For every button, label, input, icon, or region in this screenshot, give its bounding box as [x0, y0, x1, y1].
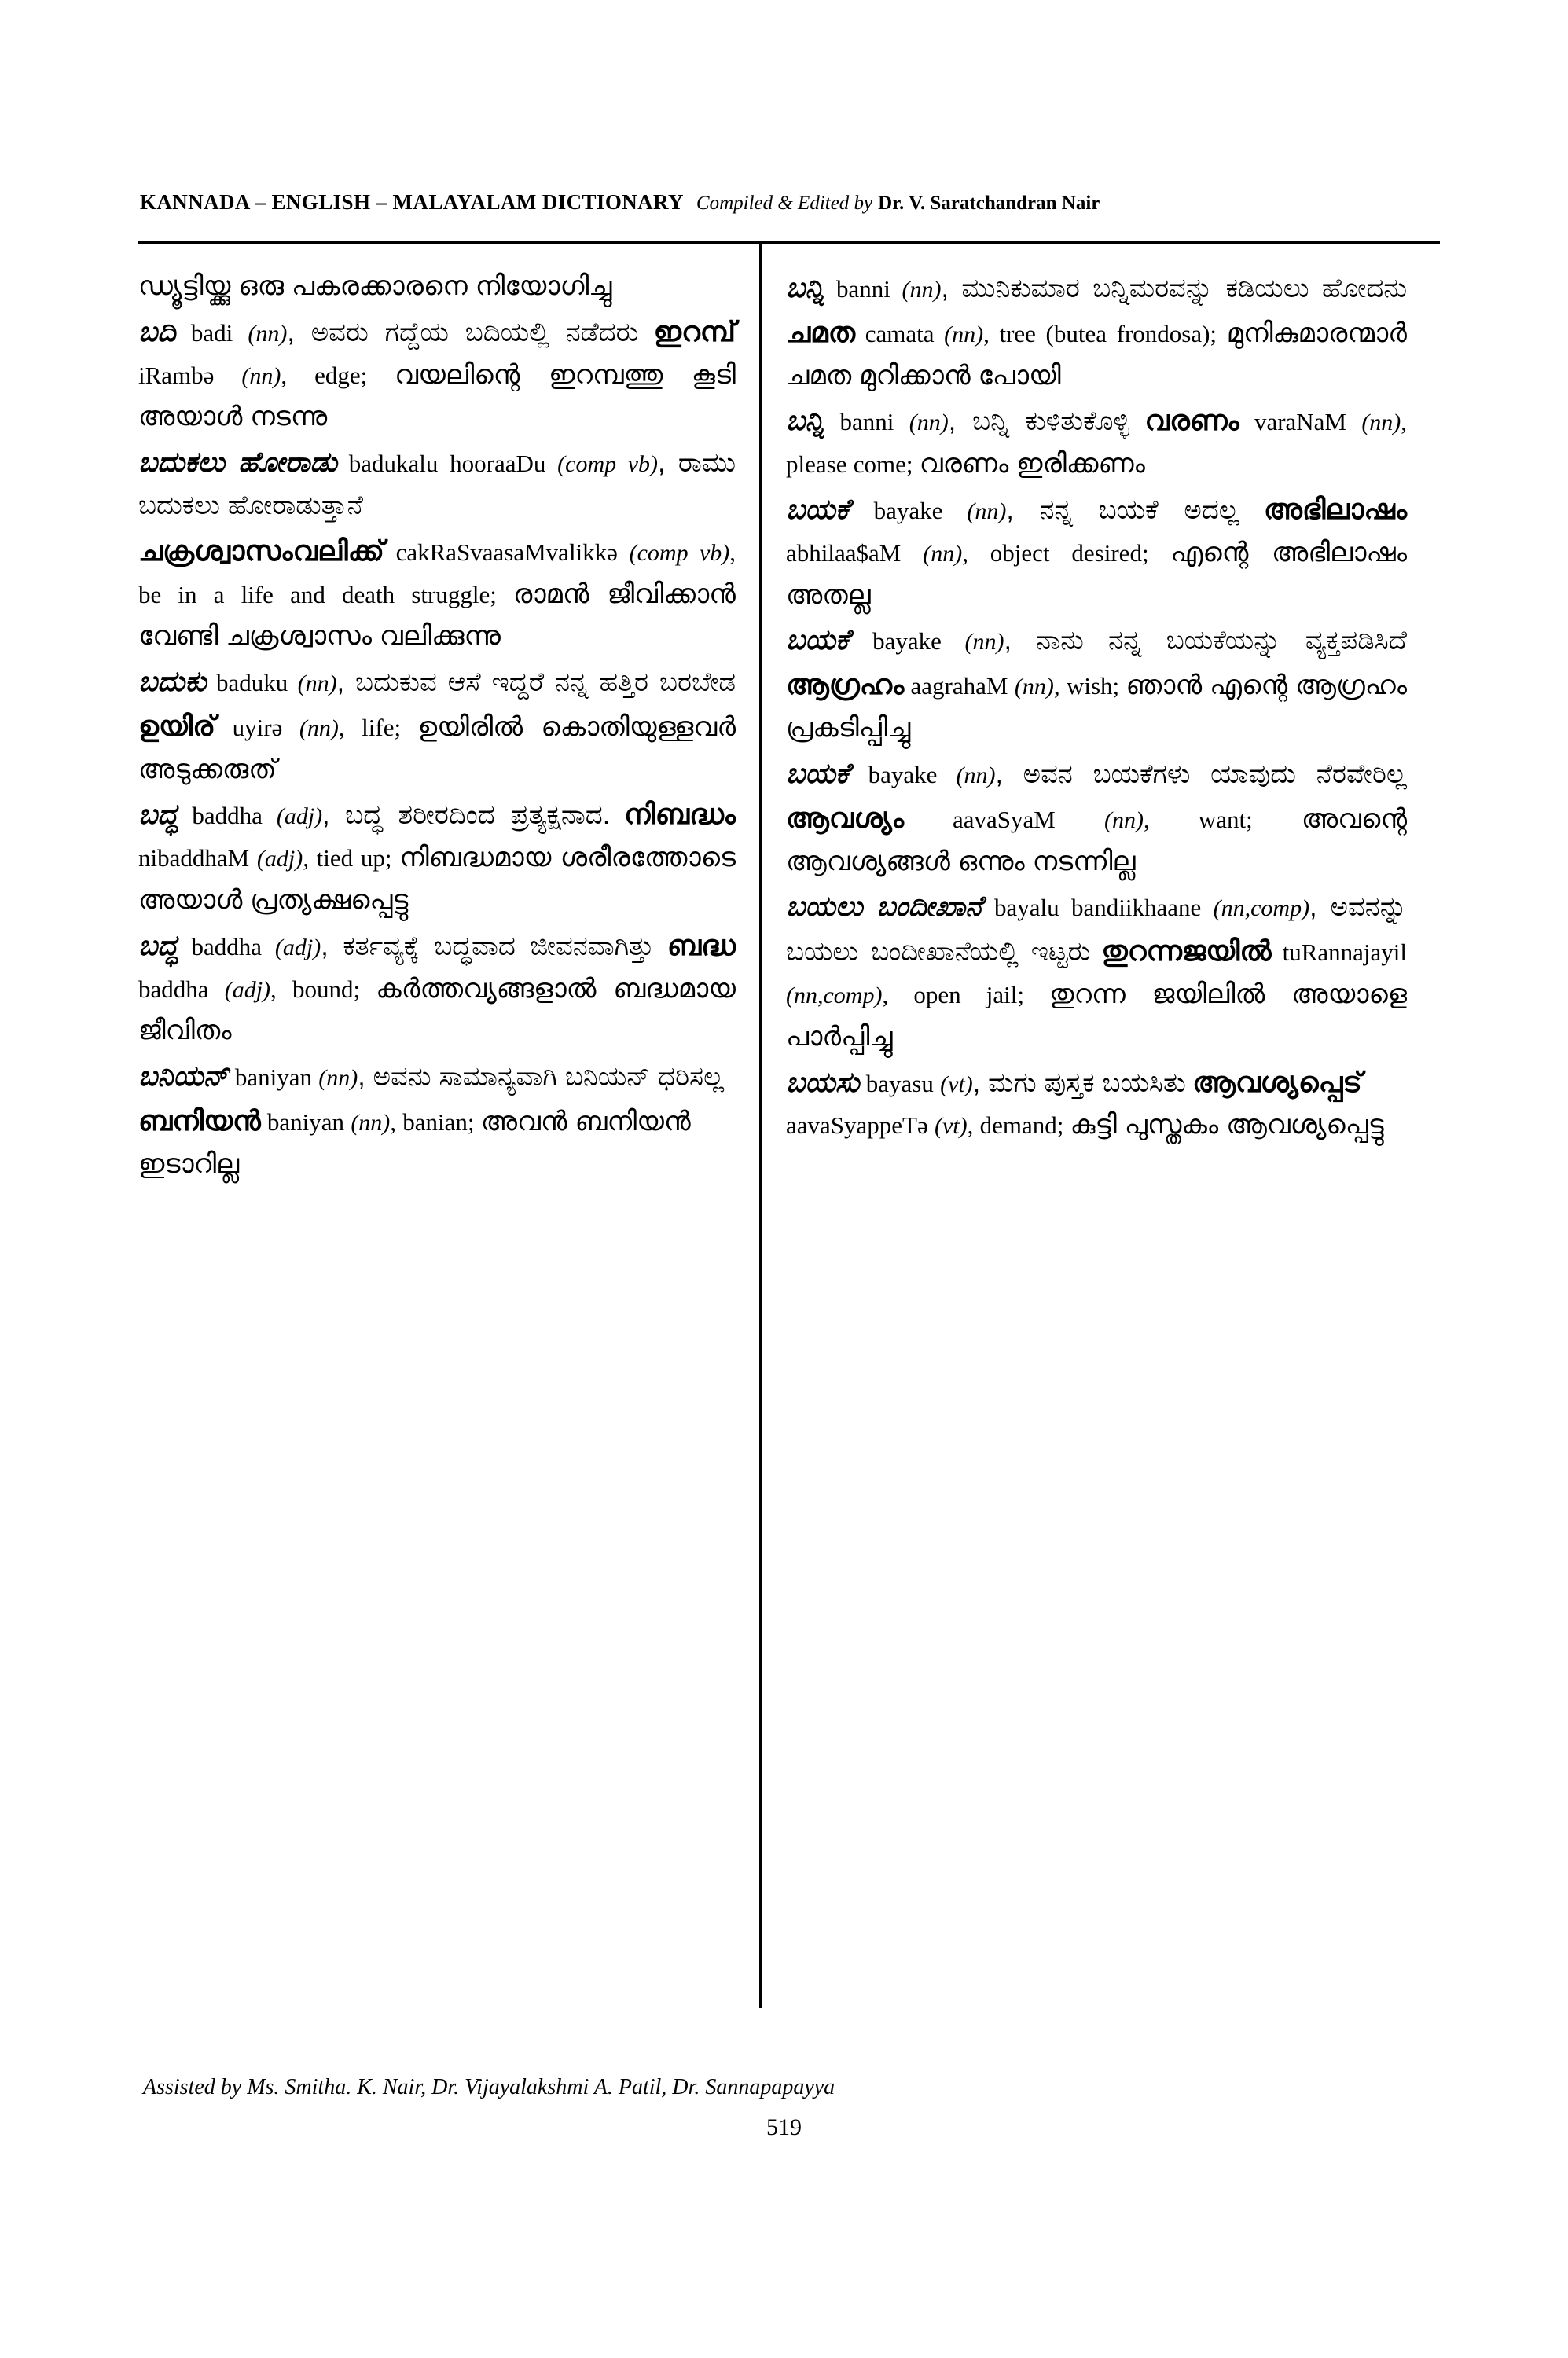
example-script: , ಅವರು ಗದ್ದೆಯ ಬದಿಯಲ್ಲಿ ನಡೆದರು [287, 317, 639, 347]
transliteration: bayake [868, 760, 938, 788]
running-head-compiled-label: Compiled & Edited by [696, 193, 873, 214]
example-script: , ಮಗು ಪುಸ್ತಕ ಬಯಸಿತು [972, 1067, 1186, 1098]
headword-malayalam: ചമത [786, 315, 856, 348]
part-of-speech: (nn) [248, 320, 288, 347]
headword-malayalam: തുറന്നജയിൽ [1101, 935, 1272, 968]
example-script: , ಕರ್ತವ್ಯಕ್ಕೆ ಬದ್ಧವಾದ ಜೀವನವಾಗಿತ್ತು [321, 931, 654, 961]
header-rule [138, 241, 1440, 244]
example-script: , ಮುನಿಕುಮಾರ ಬನ್ನಿಮರವನ್ನು ಕಡಿಯಲು ಹೋದನು [941, 274, 1408, 303]
assisted-by-note: Assisted by Ms. Smitha. K. Nair, Dr. Vijayalakshmi A. Patil, Dr. Sannapapayya [143, 2075, 835, 2099]
transliteration: aavaSyappeTə [786, 1111, 928, 1140]
english-gloss: , edge; [281, 361, 368, 389]
dictionary-entry [786, 399, 1407, 486]
english-gloss: , bound; [270, 975, 361, 1003]
part-of-speech: (nn) [923, 540, 963, 567]
example-script: വരണം ഇരിക്കണം [919, 449, 1145, 479]
transliteration: cakRaSvaasaMvalikkə [395, 538, 618, 566]
headword-kannada: ಬಯಕೆ [786, 623, 850, 656]
right-column [786, 266, 1407, 1148]
english-gloss: , be in a life and death struggle; [138, 538, 736, 608]
example-script: എന്റെ അഭിലാഷം അതല്ല [786, 537, 1407, 610]
left-column [138, 266, 736, 1188]
transliteration: baduku [216, 668, 288, 696]
headword-malayalam: ബദ്ധ [666, 928, 736, 961]
example-script: , ಬದುಕುವ ಆಸೆ ಇದ್ದರೆ ನನ್ನ ಹತ್ತಿರ ಬರಬೇಡ [336, 667, 736, 697]
headword-kannada: ಬದುಕು [138, 664, 207, 697]
part-of-speech: (nn) [299, 714, 339, 741]
example-script: അവൻ ബനിയൻ ഇടാറില്ല [138, 1106, 691, 1179]
headword-malayalam: അഭിലാഷം [1263, 493, 1408, 526]
part-of-speech: (nn) [1014, 674, 1054, 700]
dictionary-entry [138, 924, 736, 1052]
dictionary-entry [138, 659, 736, 791]
dictionary-entry [786, 618, 1407, 749]
example-script: , ಅವನ ಬಯಕೆಗಳು ಯಾವುದು ನೆರವೇರಿಲ್ಲ [995, 758, 1407, 789]
transliteration: baniyan [234, 1063, 313, 1092]
part-of-speech: (nn,comp) [1213, 895, 1310, 922]
example-script: കർത്തവ്യങ്ങളാൽ ബദ്ധമായ ജീവിതം [138, 973, 736, 1046]
example-script: ഉയിരിൽ കൊതിയുള്ളവർ അടുക്കരുത് [138, 711, 736, 784]
example-script: , ನನ್ನ ಬಯಕೆ ಅದಲ್ಲ [1006, 495, 1239, 526]
transliteration: nibaddhaM [138, 844, 250, 872]
example-script: , ನಾನು ನನ್ನ ಬಯಕೆಯನ್ನು ವ್ಯಕ್ತಪಡಿಸಿದೆ [1004, 626, 1407, 656]
part-of-speech: (adj) [274, 934, 321, 960]
part-of-speech: (nn) [297, 670, 337, 696]
part-of-speech: (adj) [224, 976, 271, 1003]
english-gloss: , tree (butea frondosa); [983, 319, 1217, 347]
dictionary-entry [138, 440, 736, 527]
column-divider [759, 244, 762, 2008]
part-of-speech: (adj) [276, 803, 323, 830]
running-head-title: KANNADA – ENGLISH – MALAYALAM DICTIONARY [140, 190, 684, 214]
running-head-editor: Dr. V. Saratchandran Nair [878, 193, 1100, 214]
headword-kannada: ಬನ್ನಿ [786, 271, 825, 303]
example-script: , ಅವನು ಸಾಮಾನ್ಯವಾಗಿ ಬನಿಯನ್ ಧರಿಸಲ್ಲ [358, 1062, 725, 1093]
example-script: തുറന്ന ജയിലിൽ അയാളെ പാർപ്പിച്ചു [786, 979, 1407, 1052]
transliteration: tuRannajayil [1282, 938, 1408, 967]
transliteration: camata [865, 319, 935, 347]
part-of-speech: (nn) [964, 629, 1004, 656]
example-script: അവന്റെ ആവശ്യങ്ങൾ ഒന്നും നടന്നില്ല [786, 803, 1408, 876]
example-script: , ಬನ್ನಿ ಕುಳಿತುಕೊಳ್ಳಿ [948, 406, 1130, 437]
part-of-speech: (nn) [318, 1065, 358, 1092]
example-script: മുനികുമാരന്മാർ ചമത മുറിക്കാൻ പോയി [786, 318, 1407, 391]
headword-kannada: ಬಯಲು ಬಂದೀಖಾನೆ [786, 890, 982, 923]
part-of-speech: (nn) [956, 762, 996, 788]
transliteration: bayake [873, 497, 943, 525]
transliteration: badukalu hooraaDu [348, 450, 546, 478]
dictionary-entry [138, 266, 736, 308]
transliteration: banni [835, 275, 890, 303]
headword-malayalam: ഇറമ്പ് [653, 314, 736, 347]
transliteration: uyirə [232, 713, 283, 741]
headword-kannada: ಬದ್ಧ [138, 928, 178, 961]
example-script: ഡ്യൂട്ടിയ്ക്കു ഒരു പകരക്കാരനെ നിയോഗിച്ചു [138, 271, 612, 301]
part-of-speech: (vt) [934, 1113, 968, 1140]
dictionary-entry [786, 751, 1407, 883]
dictionary-entry [138, 529, 736, 658]
headword-kannada: ಬಯಕೆ [786, 493, 850, 526]
part-of-speech: (comp vb) [629, 539, 730, 566]
headword-kannada: ಬನಿಯನ್ [138, 1060, 229, 1093]
headword-malayalam: ഉയിര് [138, 709, 216, 742]
transliteration: aagrahaM [910, 672, 1008, 700]
headword-kannada: ಬದಿ [138, 314, 176, 347]
part-of-speech: (nn) [967, 498, 1007, 525]
part-of-speech: (nn) [241, 362, 281, 389]
example-script: , ರಾಮು ಬದುಕಲು ಹೋರಾಡುತ್ತಾನೆ [138, 448, 736, 520]
headword-kannada: ಬದುಕಲು ಹೋರಾಡು [138, 446, 337, 479]
part-of-speech: (adj) [256, 846, 303, 872]
transliteration: bayalu bandiikhaane [993, 894, 1202, 922]
english-gloss: , object desired; [962, 538, 1149, 567]
headword-malayalam: ആവശ്യപ്പെട് [1192, 1065, 1362, 1098]
transliteration: iRambə [138, 361, 215, 389]
headword-malayalam: നിബദ്ധം [624, 798, 736, 831]
dictionary-entry [138, 310, 736, 439]
transliteration: aavaSyaM [953, 805, 1056, 833]
english-gloss: , open jail; [882, 981, 1025, 1009]
headword-malayalam: ബനിയൻ [138, 1104, 261, 1137]
part-of-speech: (nn,comp) [786, 982, 883, 1009]
transliteration: varaNaM [1254, 408, 1347, 436]
transliteration: banni [839, 408, 894, 436]
dictionary-entry [786, 1060, 1407, 1148]
english-gloss: , please come; [786, 408, 1408, 479]
headword-kannada: ಬದ್ಧ [138, 798, 178, 831]
part-of-speech: (nn) [902, 277, 942, 303]
example-script: , ಬದ್ಧ ಶರೀರದಿಂದ ಪ್ರತ್ಯಕ್ಷನಾದ. [322, 800, 611, 831]
transliteration: baddha [192, 802, 263, 830]
headword-kannada: ಬಯಸು [786, 1065, 860, 1098]
example-script: നിബദ്ധമായ ശരീരത്തോടെ അയാൾ പ്രത്യക്ഷപ്പെട്ടു [138, 843, 736, 915]
transliteration: bayasu [865, 1069, 934, 1097]
example-script: ഞാൻ എന്റെ ആഗ്രഹം പ്രകടിപ്പിച്ചു [786, 670, 1408, 744]
running-head [140, 189, 1437, 217]
part-of-speech: (nn) [1104, 806, 1144, 833]
dictionary-entry [786, 884, 1407, 1058]
dictionary-entry [786, 487, 1407, 616]
english-gloss: , want; [1143, 805, 1253, 833]
page-number: 519 [766, 2114, 802, 2140]
dictionary-entry [786, 266, 1407, 397]
transliteration: abhilaa$aM [786, 538, 902, 567]
transliteration: badi [190, 318, 233, 347]
english-gloss: , life; [338, 713, 402, 741]
transliteration: baniyan [266, 1107, 345, 1136]
headword-malayalam: ആഗ്രഹം [786, 668, 905, 701]
dictionary-entry [138, 1054, 736, 1185]
english-gloss: , demand; [967, 1111, 1064, 1140]
part-of-speech: (nn) [944, 321, 984, 347]
headword-malayalam: ആവശ്യം [786, 801, 904, 834]
part-of-speech: (comp vb) [557, 451, 658, 478]
part-of-speech: (nn) [351, 1109, 391, 1136]
part-of-speech: (vt) [940, 1071, 973, 1097]
headword-malayalam: വരണം [1144, 404, 1239, 437]
transliteration: bayake [872, 627, 942, 656]
headword-malayalam: ചക്രശ്വാസംവലിക്ക് [138, 534, 384, 567]
headword-kannada: ಬಯಕೆ [786, 756, 850, 789]
transliteration: baddha [138, 975, 209, 1003]
transliteration: baddha [191, 932, 262, 960]
example-script: രാമൻ ജീവിക്കാൻ വേണ്ടി ചക്രശ്വാസം വലിക്കുന്നു [138, 578, 736, 652]
headword-kannada: ಬನ್ನಿ [786, 404, 825, 437]
english-gloss: , tied up; [303, 844, 392, 872]
english-gloss: , banian; [390, 1107, 475, 1136]
part-of-speech: (nn) [909, 410, 949, 436]
example-script: കുട്ടി പുസ്തകം ആവശ്യപ്പെട്ടു [1070, 1110, 1384, 1140]
example-script: , ಅವನನ್ನು ಬಯಲು ಬಂದೀಖಾನೆಯಲ್ಲಿ ಇಟ್ಟರು [786, 892, 1407, 968]
dictionary-entry [138, 792, 736, 921]
example-script: വയലിന്റെ ഇറമ്പത്തു കൂടി അയാൾ നടന്നു [138, 359, 736, 432]
part-of-speech: (nn) [1361, 410, 1401, 436]
english-gloss: , wish; [1053, 672, 1120, 700]
